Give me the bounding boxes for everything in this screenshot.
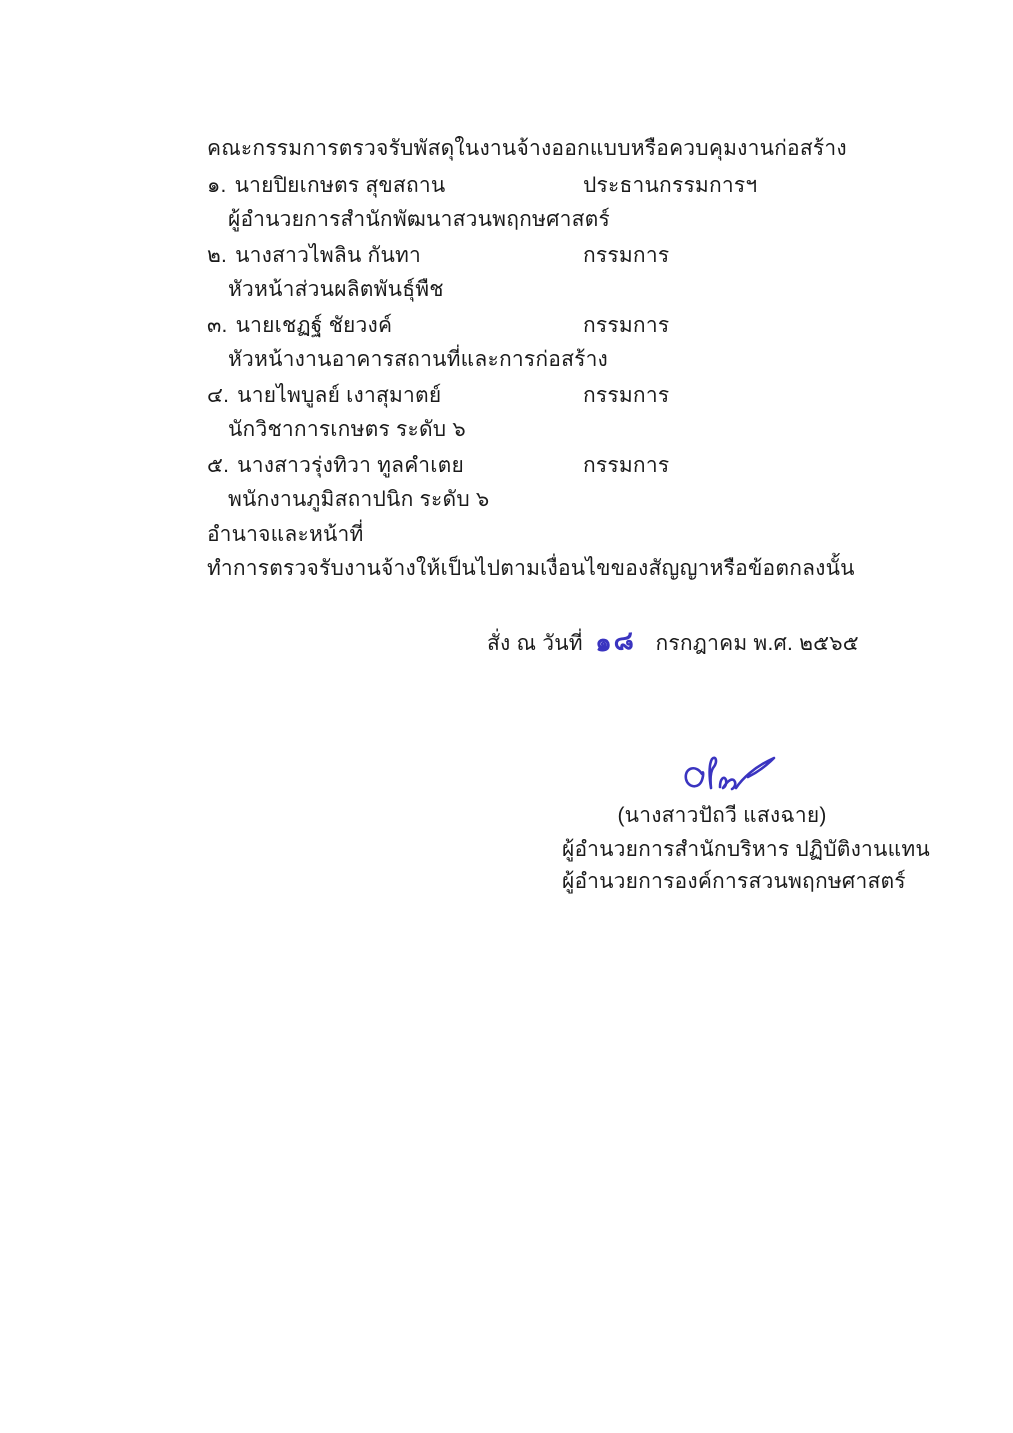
order-date-suffix: กรกฎาคม พ.ศ. ๒๕๖๕ [655, 632, 859, 655]
member-role: กรรมการ [583, 244, 670, 267]
member-number: ๕. [207, 454, 230, 477]
member-position: หัวหน้างานอาคารสถานที่และการก่อสร้าง [228, 348, 609, 371]
document-heading: คณะกรรมการตรวจรับพัสดุในงานจ้างออกแบบหรือควบคุมงานก่อสร้าง [207, 137, 847, 160]
member-name: นางสาวไพลิน กันทา [235, 244, 422, 267]
committee-member-row [207, 381, 441, 411]
committee-member-row [207, 311, 392, 341]
member-position: หัวหน้าส่วนผลิตพันธุ์พืช [228, 278, 444, 301]
member-role: กรรมการ [583, 384, 670, 407]
member-name: นายเชฏฐ์ ชัยวงค์ [235, 314, 393, 337]
member-name: นายไพบูลย์ เงาสุมาตย์ [237, 384, 442, 407]
signer-name: (นางสาวปัถวี แสงฉาย) [617, 804, 827, 827]
member-name: นางสาวรุ่งทิวา ทูลคำเตย [237, 454, 465, 477]
authority-text: ทำการตรวจรับงานจ้างให้เป็นไปตามเงื่อนไขของสัญญาหรือข้อตกลงนั้น [207, 557, 855, 580]
committee-member-row [207, 451, 464, 481]
member-number: ๒. [207, 244, 228, 267]
member-name: นายปิยเกษตร สุขสถาน [234, 174, 446, 197]
member-position: ผู้อำนวยการสำนักพัฒนาสวนพฤกษศาสตร์ [228, 208, 610, 231]
signer-title-line1: ผู้อำนวยการสำนักบริหาร ปฏิบัติงานแทน [562, 838, 930, 861]
member-number: ๔. [207, 384, 230, 407]
member-role: กรรมการ [583, 314, 670, 337]
authority-heading: อำนาจและหน้าที่ [207, 523, 364, 546]
member-number: ๑. [207, 174, 227, 197]
member-position: นักวิชาการเกษตร ระดับ ๖ [228, 418, 466, 441]
order-date-line [487, 623, 859, 661]
committee-member-row [207, 171, 445, 201]
member-role: กรรมการ [583, 454, 670, 477]
signer-title-line2: ผู้อำนวยการองค์การสวนพฤกษศาสตร์ [562, 870, 906, 893]
member-role: ประธานกรรมการฯ [583, 174, 758, 197]
member-number: ๓. [207, 314, 228, 337]
order-date-prefix: สั่ง ณ วันที่ [487, 632, 583, 655]
handwritten-day-number: ๑๘ [593, 624, 637, 658]
member-position: พนักงานภูมิสถาปนิก ระดับ ๖ [228, 488, 490, 511]
signature-icon [678, 750, 782, 802]
committee-member-row [207, 241, 421, 271]
